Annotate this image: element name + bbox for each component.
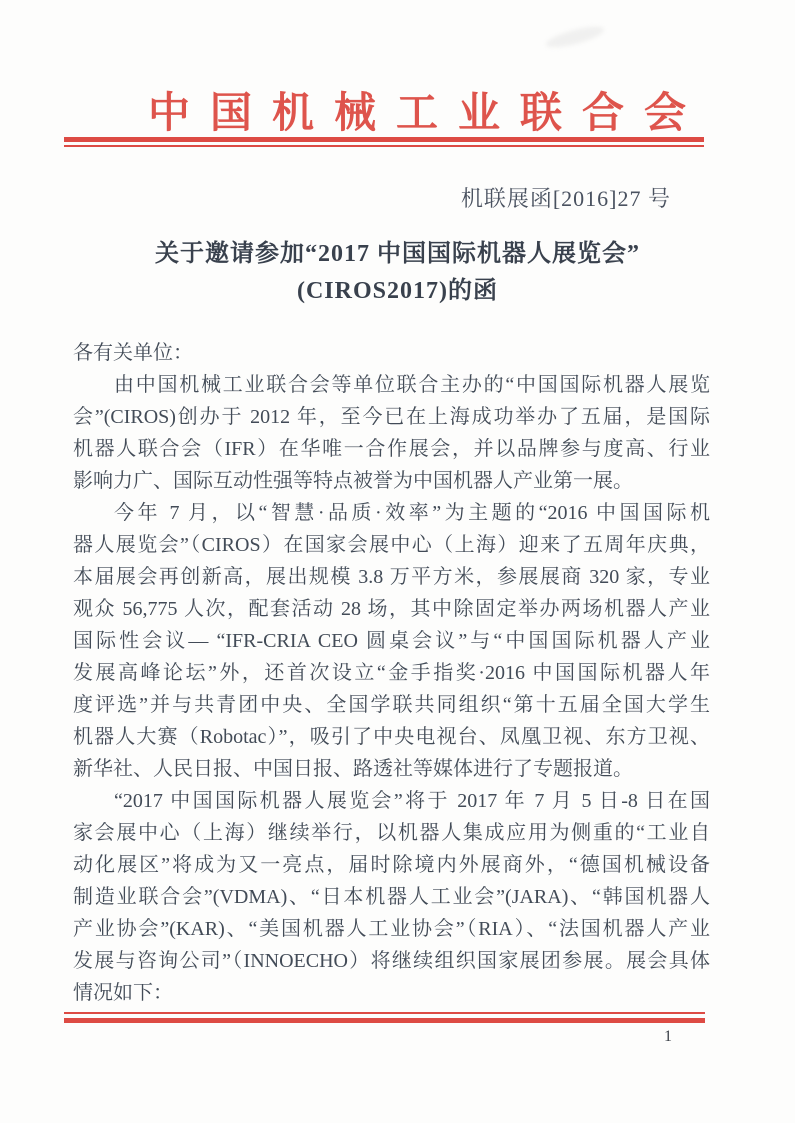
page-number: 1 [664,1028,672,1045]
body-line: 制造业联合会”(VDMA)、“日本机器人工业会”(JARA)、“韩国机器人 [73,886,710,908]
body-line: 机器人联合会（IFR）在华唯一合作展会，并以品牌参与度高、行业 [73,438,710,460]
body-line: 观众 56,775 人次，配套活动 28 场，其中除固定举办两场机器人产业 [73,598,710,620]
body-line: 器人展览会”（CIROS）在国家会展中心（上海）迎来了五周年庆典， [73,534,710,556]
body-line: 动化展区”将成为又一亮点，届时除境内外展商外，“德国机械设备 [73,854,710,876]
body-line: 发展与咨询公司”（INNOECHO）将继续组织国家展团参展。展会具体 [73,950,710,972]
organization-name: 中国机械工业联合会 [148,91,707,137]
body-line: 由中国机械工业联合会等单位联合主办的“中国国际机器人展览 [114,374,710,396]
body-line: “2017 中国国际机器人展览会”将于 2017 年 7 月 5 日-8 日在国 [114,790,710,812]
footer-rule-thin [64,1012,705,1014]
body-line: 家会展中心（上海）继续举行，以机器人集成应用为侧重的“工业自 [73,822,710,844]
body-line: 度评选”并与共青团中央、全国学联共同组织“第十五届全国大学生 [73,694,710,716]
body-line: 影响力广、国际互动性强等特点被誉为中国机器人产业第一展。 [73,470,633,492]
body-line: 情况如下： [73,982,173,1004]
body-line: 产业协会”(KAR)、“美国机器人工业协会”（RIA）、“法国机器人产业 [73,918,710,940]
body-line: 会”(CIROS)创办于 2012 年，至今已在上海成功举办了五届，是国际 [73,406,710,428]
body-line: 今年 7 月，以“智慧·品质·效率”为主题的“2016 中国国际机 [114,502,710,524]
header-rule-thin [64,145,704,147]
body-line: 机器人大赛（Robotac）”，吸引了中央电视台、凤凰卫视、东方卫视、 [73,726,710,748]
body-line: 新华社、人民日报、中国日报、路透社等媒体进行了专题报道。 [73,758,633,780]
letter-title-line-1: 关于邀请参加“2017 中国国际机器人展览会” [155,241,640,267]
footer-rule-thick [64,1018,705,1023]
body-line: 发展高峰论坛”外，还首次设立“金手指奖·2016 中国国际机器人年 [73,662,710,684]
body-line: 国际性会议— “IFR-CRIA CEO 圆桌会议”与“中国国际机器人产业 [73,630,710,652]
header-rule-thick [64,137,704,142]
letter-title-line-2: (CIROS2017)的函 [296,278,498,304]
body-line: 本届展会再创新高，展出规模 3.8 万平方米，参展展商 320 家，专业 [73,566,710,588]
body-line: 各有关单位： [73,342,193,364]
document-number: 机联展函[2016]27 号 [460,186,671,211]
scan-artifact [544,22,606,51]
letter-body [73,337,710,1009]
letter-title [0,236,795,310]
